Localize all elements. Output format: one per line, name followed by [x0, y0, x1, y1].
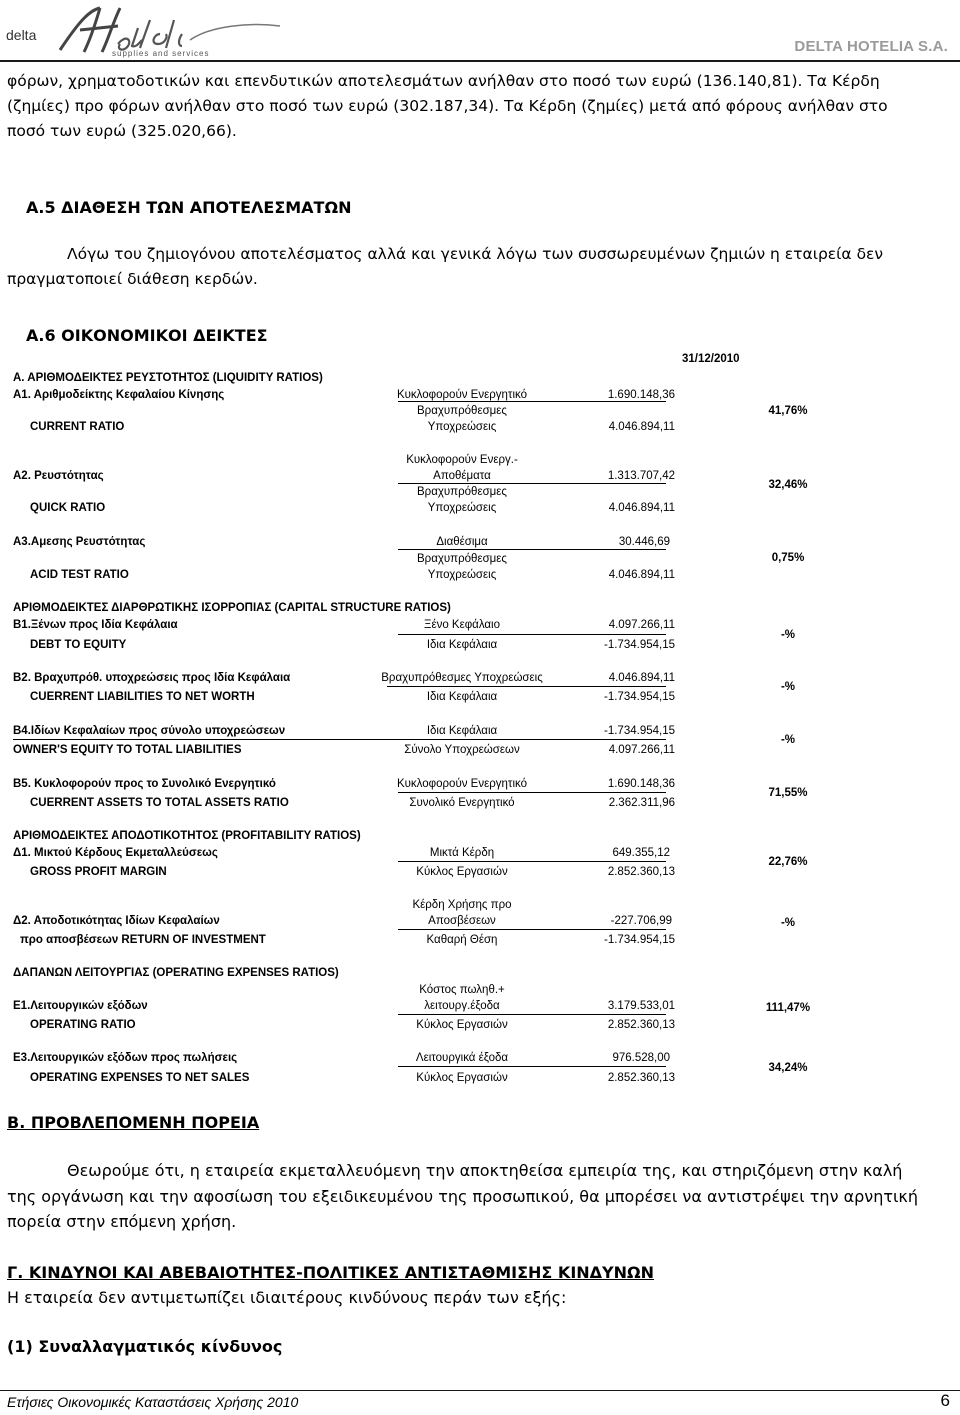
denominator-label: Κύκλος Εργασιών	[416, 1072, 508, 1084]
denominator-value: 4.097.266,11	[608, 744, 675, 756]
page-number: 6	[940, 1391, 950, 1410]
fraction-line	[398, 483, 666, 484]
ratio-value: 111,47%	[765, 1002, 811, 1014]
a5-line-1: Λόγω του ζημιογόνου αποτελέσματος αλλά και γενικά λόγω των συσσωρευμένων ζημιών η εταιρεία δεν	[67, 245, 884, 263]
ratio-name: Β2. Βραχυπρόθ. υποχρεώσεις προς Ιδία Κεφάλαια	[13, 672, 291, 684]
ratio-english: ACID TEST RATIO	[30, 569, 129, 581]
fraction-line	[398, 1014, 666, 1015]
numerator-label: Κυκλοφορούν Ενεργητικό	[396, 778, 528, 790]
numerator-value: 649.355,12	[612, 847, 670, 859]
fraction-line	[13, 739, 666, 740]
numerator-value: 4.097.266,11	[608, 619, 675, 631]
fraction-line	[387, 686, 666, 687]
denominator-value: -1.734.954,15	[604, 691, 675, 703]
b-line-1: Θεωρούμε ότι, η εταιρεία εκμεταλλευόμενη την αποκτηθείσα εμπειρία της, και στηριζόμενη στην καλή	[67, 1161, 903, 1180]
opex-heading: ΔΑΠΑΝΩΝ ΛΕΙΤΟΥΡΓΙΑΣ (OPERATING EXPENSES RATIOS)	[13, 967, 339, 979]
ratio-value: 0,75%	[771, 552, 805, 564]
ratio-english: OWNER'S EQUITY TO TOTAL LIABILITIES	[13, 744, 242, 756]
numerator-label-1: Κέρδη Χρήσης προ	[412, 899, 512, 911]
denominator-label: Σύνολο Υποχρεώσεων	[404, 744, 520, 756]
ratio-value: -%	[780, 629, 796, 641]
ratio-english: GROSS PROFIT MARGIN	[30, 866, 167, 878]
ratio-english: OPERATING RATIO	[30, 1019, 136, 1031]
b-line-2: της οργάνωση και την αφοσίωση του εξειδικευμένου της προσωπικού, θα μπορέσει να αντιστρέψει την αρνητική	[7, 1187, 918, 1206]
numerator-value: 3.179.533,01	[607, 1000, 675, 1012]
denominator-label-2: Υποχρεώσεις	[427, 569, 497, 581]
ratio-english: CUERRENT LIABILITIES TO NET WORTH	[30, 691, 255, 703]
section-b-title: Β. ΠΡΟΒΛΕΠΟΜΕΝΗ ΠΟΡΕΙΑ	[7, 1113, 260, 1132]
denominator-value: -1.734.954,15	[604, 934, 675, 946]
numerator-value: 4.046.894,11	[608, 672, 675, 684]
fraction-line	[398, 861, 666, 862]
fraction-line	[398, 929, 666, 930]
denominator-label: Καθαρή Θέση	[426, 934, 498, 946]
numerator-value: 1.313.707,42	[607, 470, 675, 482]
denominator-value: 2.852.360,13	[607, 1072, 675, 1084]
numerator-value: -1.734.954,15	[604, 725, 675, 737]
fraction-line	[398, 549, 666, 550]
logo-delta-text: delta	[6, 27, 37, 43]
denominator-value: 4.046.894,11	[608, 569, 675, 581]
ratio-name: Δ1. Μικτού Κέρδους Εκμεταλλεύσεως	[13, 847, 218, 859]
ratio-value: -%	[780, 681, 796, 693]
numerator-value: 1.690.148,36	[607, 778, 675, 790]
logo-script-h	[60, 8, 120, 52]
fraction-line	[398, 634, 666, 635]
b-line-3: πορεία στην επόμενη χρήση.	[7, 1212, 237, 1231]
numerator-label-1: Κυκλοφορούν Ενεργ.-	[406, 454, 518, 466]
ratio-name: Β1.Ξένων προς Ιδία Κεφάλαια	[13, 619, 178, 631]
numerator-label: Μικτά Κέρδη	[429, 847, 495, 859]
denominator-label: Συνολικό Ενεργητικό	[409, 797, 515, 809]
footer-title: Ετήσιες Οικονομικές Καταστάσεις Χρήσης 2010	[7, 1394, 299, 1410]
intro-line-2: (ζημίες) προ φόρων ανήλθαν στο ποσό των ευρώ (302.187,34). Τα Κέρδη (ζημίες) μετά από φόρους ανήλθαν στο	[7, 97, 888, 115]
numerator-label: Διαθέσιμα	[436, 536, 488, 548]
section-a6-title: Α.6 ΟΙΚΟΝΟΜΙΚΟΙ ΔΕΙΚΤΕΣ	[26, 326, 268, 345]
numerator-label: Ιδια Κεφάλαια	[426, 725, 498, 737]
numerator-label-2: Αποσβέσεων	[428, 915, 496, 927]
liquidity-heading: Α. ΑΡΙΘΜΟΔΕΙΚΤΕΣ ΡΕΥΣΤΟΤΗΤΟΣ (LIQUIDITY RATIOS)	[13, 372, 323, 384]
ratio-value: -%	[780, 734, 796, 746]
fraction-line	[398, 792, 666, 793]
logo-script-tail	[118, 20, 182, 50]
denominator-label-1: Βραχυπρόθεσμες	[417, 405, 507, 417]
ratio-english: QUICK RATIO	[30, 502, 106, 514]
footer-divider	[0, 1390, 960, 1391]
ratio-name: Δ2. Αποδοτικότητας Ιδίων Κεφαλαίων	[13, 915, 220, 927]
denominator-value: -1.734.954,15	[604, 639, 675, 651]
company-name: DELTA HOTELIA S.A.	[794, 38, 948, 55]
c-subheading: (1) Συναλλαγματικός κίνδυνος	[7, 1337, 283, 1356]
ratio-value: 32,46%	[768, 479, 808, 491]
profitability-heading: ΑΡΙΘΜΟΔΕΙΚΤΕΣ ΑΠΟΔΟΤΙΚΟΤΗΤΟΣ (PROFITABILITY RATIOS)	[13, 830, 361, 842]
section-c-title: Γ. ΚΙΝΔΥΝΟΙ ΚΑΙ ΑΒΕΒΑΙΟΤΗΤΕΣ-ΠΟΛΙΤΙΚΕΣ ΑΝΤΙΣΤΑΘΜΙΣΗΣ ΚΙΝΔΥΝΩΝ	[7, 1263, 655, 1282]
numerator-label: Βραχυπρόθεσμες Υποχρεώσεις	[381, 672, 543, 684]
ratio-value: 41,76%	[768, 405, 808, 417]
numerator-label-1: Κόστος πωληθ.+	[419, 984, 505, 996]
denominator-value: 2.852.360,13	[607, 1019, 675, 1031]
fraction-line	[398, 401, 666, 402]
denominator-value: 2.362.311,96	[608, 797, 675, 809]
numerator-value: 976.528,00	[612, 1052, 670, 1064]
ratio-name: Ε3.Λειτουργικών εξόδων προς πωλήσεις	[13, 1052, 238, 1064]
capital-heading: ΑΡΙΘΜΟΔΕΙΚΤΕΣ ΔΙΑΡΘΡΩΤΙΚΗΣ ΙΣΟΡΡΟΠΙΑΣ (CAPITAL STRUCTURE RATIOS)	[13, 602, 451, 614]
logo-sub-text: supplies and services	[112, 49, 210, 58]
denominator-label-2: Υποχρεώσεις	[427, 502, 497, 514]
denominator-label: Κύκλος Εργασιών	[416, 1019, 508, 1031]
ratio-name: Α2. Ρευστότητας	[13, 470, 104, 482]
ratio-value: 34,24%	[768, 1062, 808, 1074]
a5-line-2: πραγματοποιεί διάθεση κερδών.	[7, 270, 258, 288]
denominator-value: 4.046.894,11	[608, 421, 675, 433]
section-a5-title: Α.5 ΔΙΑΘΕΣΗ ΤΩΝ ΑΠΟΤΕΛΕΣΜΑΤΩΝ	[26, 198, 352, 217]
ratio-english: CURRENT RATIO	[30, 421, 125, 433]
header-divider	[0, 60, 960, 62]
numerator-value: 30.446,69	[618, 536, 670, 548]
ratio-value: 71,55%	[768, 787, 808, 799]
numerator-label: Λειτουργικά έξοδα	[415, 1052, 509, 1064]
ratio-english: προ αποσβέσεων RETURN OF INVESTMENT	[20, 934, 266, 946]
denominator-value: 2.852.360,13	[607, 866, 675, 878]
numerator-label: Ξένο Κεφάλαιο	[423, 619, 501, 631]
ratios-date: 31/12/2010	[682, 353, 740, 365]
numerator-value: 1.690.148,36	[607, 389, 675, 401]
ratio-name: Β4.Ιδίων Κεφαλαίων προς σύνολο υποχρεώσεων	[13, 725, 286, 737]
ratio-name: Α1. Αριθμοδείκτης Κεφαλαίου Κίνησης	[13, 389, 225, 401]
denominator-label-2: Υποχρεώσεις	[427, 421, 497, 433]
ratio-name: Α3.Αμεσης Ρευστότητας	[13, 536, 146, 548]
ratio-name: Ε1.Λειτουργικών εξόδων	[13, 1000, 148, 1012]
denominator-label: Ιδια Κεφάλαια	[426, 691, 498, 703]
denominator-label-1: Βραχυπρόθεσμες	[417, 486, 507, 498]
denominator-value: 4.046.894,11	[608, 502, 675, 514]
c-line-1: Η εταιρεία δεν αντιμετωπίζει ιδιαιτέρους κινδύνους περάν των εξής:	[7, 1288, 567, 1307]
ratio-english: DEBT TO EQUITY	[30, 639, 127, 651]
intro-line-1: φόρων, χρηματοδοτικών και επενδυτικών αποτελεσμάτων ανήλθαν στο ποσό των ευρώ (136.140,81). Τα Κέρδη	[7, 72, 880, 90]
denominator-label: Κύκλος Εργασιών	[416, 866, 508, 878]
numerator-label-2: Αποθέματα	[433, 470, 491, 482]
fraction-line	[398, 1066, 666, 1067]
company-logo	[0, 0, 330, 62]
ratio-value: 22,76%	[768, 856, 808, 868]
denominator-label: Ιδια Κεφάλαια	[426, 639, 498, 651]
numerator-label-2: λειτουργ.έξοδα	[424, 1000, 500, 1012]
intro-line-3: ποσό των ευρώ (325.020,66).	[7, 122, 237, 140]
ratio-english: OPERATING EXPENSES TO NET SALES	[30, 1072, 250, 1084]
ratio-value: -%	[780, 917, 796, 929]
ratio-english: CUERRENT ASSETS TO TOTAL ASSETS RATIO	[30, 797, 289, 809]
denominator-label-1: Βραχυπρόθεσμες	[417, 553, 507, 565]
numerator-value: -227.706,99	[610, 915, 672, 927]
numerator-label: Κυκλοφορούν Ενεργητικό	[396, 389, 528, 401]
ratio-name: Β5. Κυκλοφορούν προς το Συνολικό Ενεργητικό	[13, 778, 276, 790]
